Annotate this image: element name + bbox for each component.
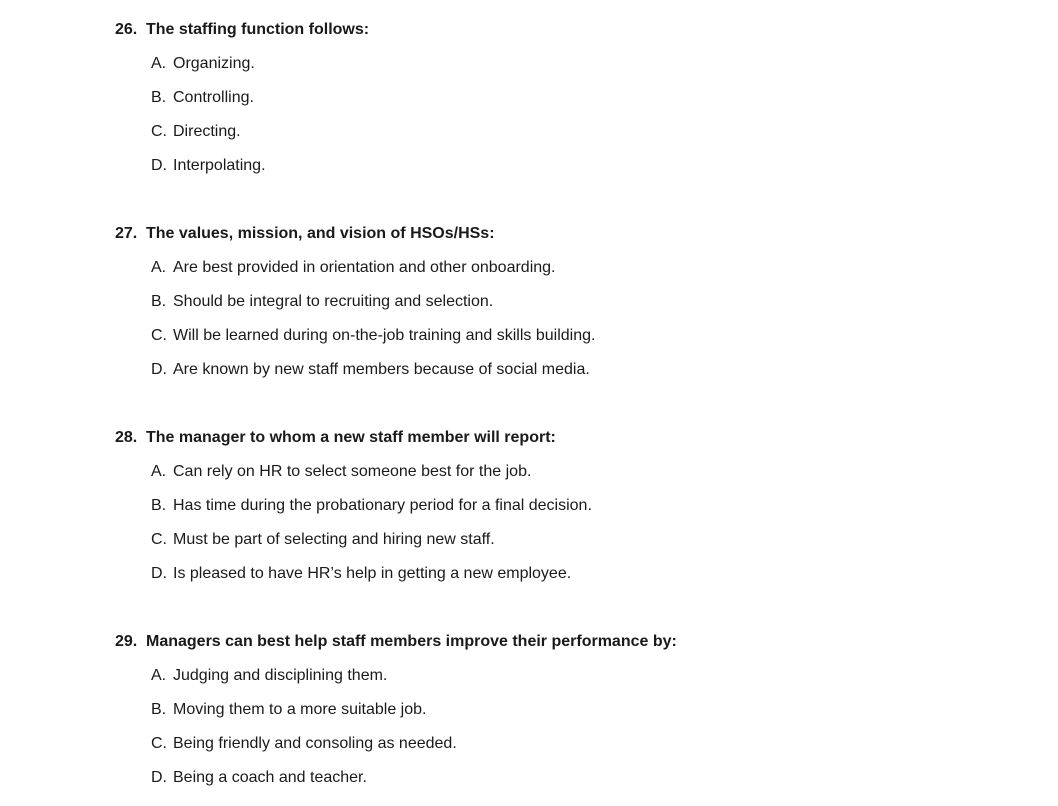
option-a xyxy=(115,455,1038,489)
option-c xyxy=(115,523,1038,557)
option-b xyxy=(115,81,1038,115)
option-d xyxy=(115,149,1038,183)
option-letter: D. xyxy=(151,361,167,378)
option-d xyxy=(115,761,1038,795)
option-letter: A. xyxy=(151,463,167,480)
option-text: Interpolating. xyxy=(173,157,266,174)
option-a xyxy=(115,251,1038,285)
option-b xyxy=(115,693,1038,727)
option-text: Directing. xyxy=(173,123,241,140)
option-text: Moving them to a more suitable job. xyxy=(173,701,427,718)
option-c xyxy=(115,727,1038,761)
option-letter: D. xyxy=(151,769,167,786)
option-text: Is pleased to have HR’s help in getting a new employee. xyxy=(173,565,572,582)
option-text: Controlling. xyxy=(173,89,254,106)
question-text: The values, mission, and vision of HSOs/HSs: xyxy=(146,225,495,242)
option-letter: D. xyxy=(151,565,167,582)
question-number: 26. xyxy=(115,21,138,38)
option-text: Being friendly and consoling as needed. xyxy=(173,735,457,752)
option-letter: B. xyxy=(151,293,167,310)
option-c xyxy=(115,319,1038,353)
question-29 xyxy=(115,625,1038,795)
question-28 xyxy=(115,421,1038,591)
question-heading xyxy=(115,625,1038,659)
option-text: Should be integral to recruiting and selection. xyxy=(173,293,494,310)
option-text: Being a coach and teacher. xyxy=(173,769,367,786)
option-b xyxy=(115,285,1038,319)
question-number: 29. xyxy=(115,633,138,650)
question-text: Managers can best help staff members improve their performance by: xyxy=(146,633,677,650)
option-letter: C. xyxy=(151,531,167,548)
option-letter: C. xyxy=(151,327,167,344)
option-text: Judging and disciplining them. xyxy=(173,667,388,684)
option-letter: A. xyxy=(151,667,167,684)
option-d xyxy=(115,557,1038,591)
option-letter: B. xyxy=(151,89,167,106)
option-letter: C. xyxy=(151,123,167,140)
question-heading xyxy=(115,13,1038,47)
option-letter: D. xyxy=(151,157,167,174)
question-heading xyxy=(115,421,1038,455)
option-letter: A. xyxy=(151,55,167,72)
option-text: Are best provided in orientation and other onboarding. xyxy=(173,259,556,276)
option-letter: C. xyxy=(151,735,167,752)
option-a xyxy=(115,47,1038,81)
option-c xyxy=(115,115,1038,149)
option-letter: B. xyxy=(151,701,167,718)
question-27 xyxy=(115,217,1038,387)
option-text: Has time during the probationary period for a final decision. xyxy=(173,497,592,514)
question-number: 27. xyxy=(115,225,138,242)
option-a xyxy=(115,659,1038,693)
option-text: Organizing. xyxy=(173,55,255,72)
option-b xyxy=(115,489,1038,523)
option-text: Are known by new staff members because of social media. xyxy=(173,361,590,378)
option-letter: B. xyxy=(151,497,167,514)
option-text: Will be learned during on-the-job training and skills building. xyxy=(173,327,596,344)
option-letter: A. xyxy=(151,259,167,276)
question-text: The manager to whom a new staff member will report: xyxy=(146,429,556,446)
question-heading xyxy=(115,217,1038,251)
option-text: Can rely on HR to select someone best for the job. xyxy=(173,463,532,480)
option-d xyxy=(115,353,1038,387)
option-text: Must be part of selecting and hiring new staff. xyxy=(173,531,495,548)
question-text: The staffing function follows: xyxy=(146,21,370,38)
question-number: 28. xyxy=(115,429,138,446)
question-26 xyxy=(115,13,1038,183)
